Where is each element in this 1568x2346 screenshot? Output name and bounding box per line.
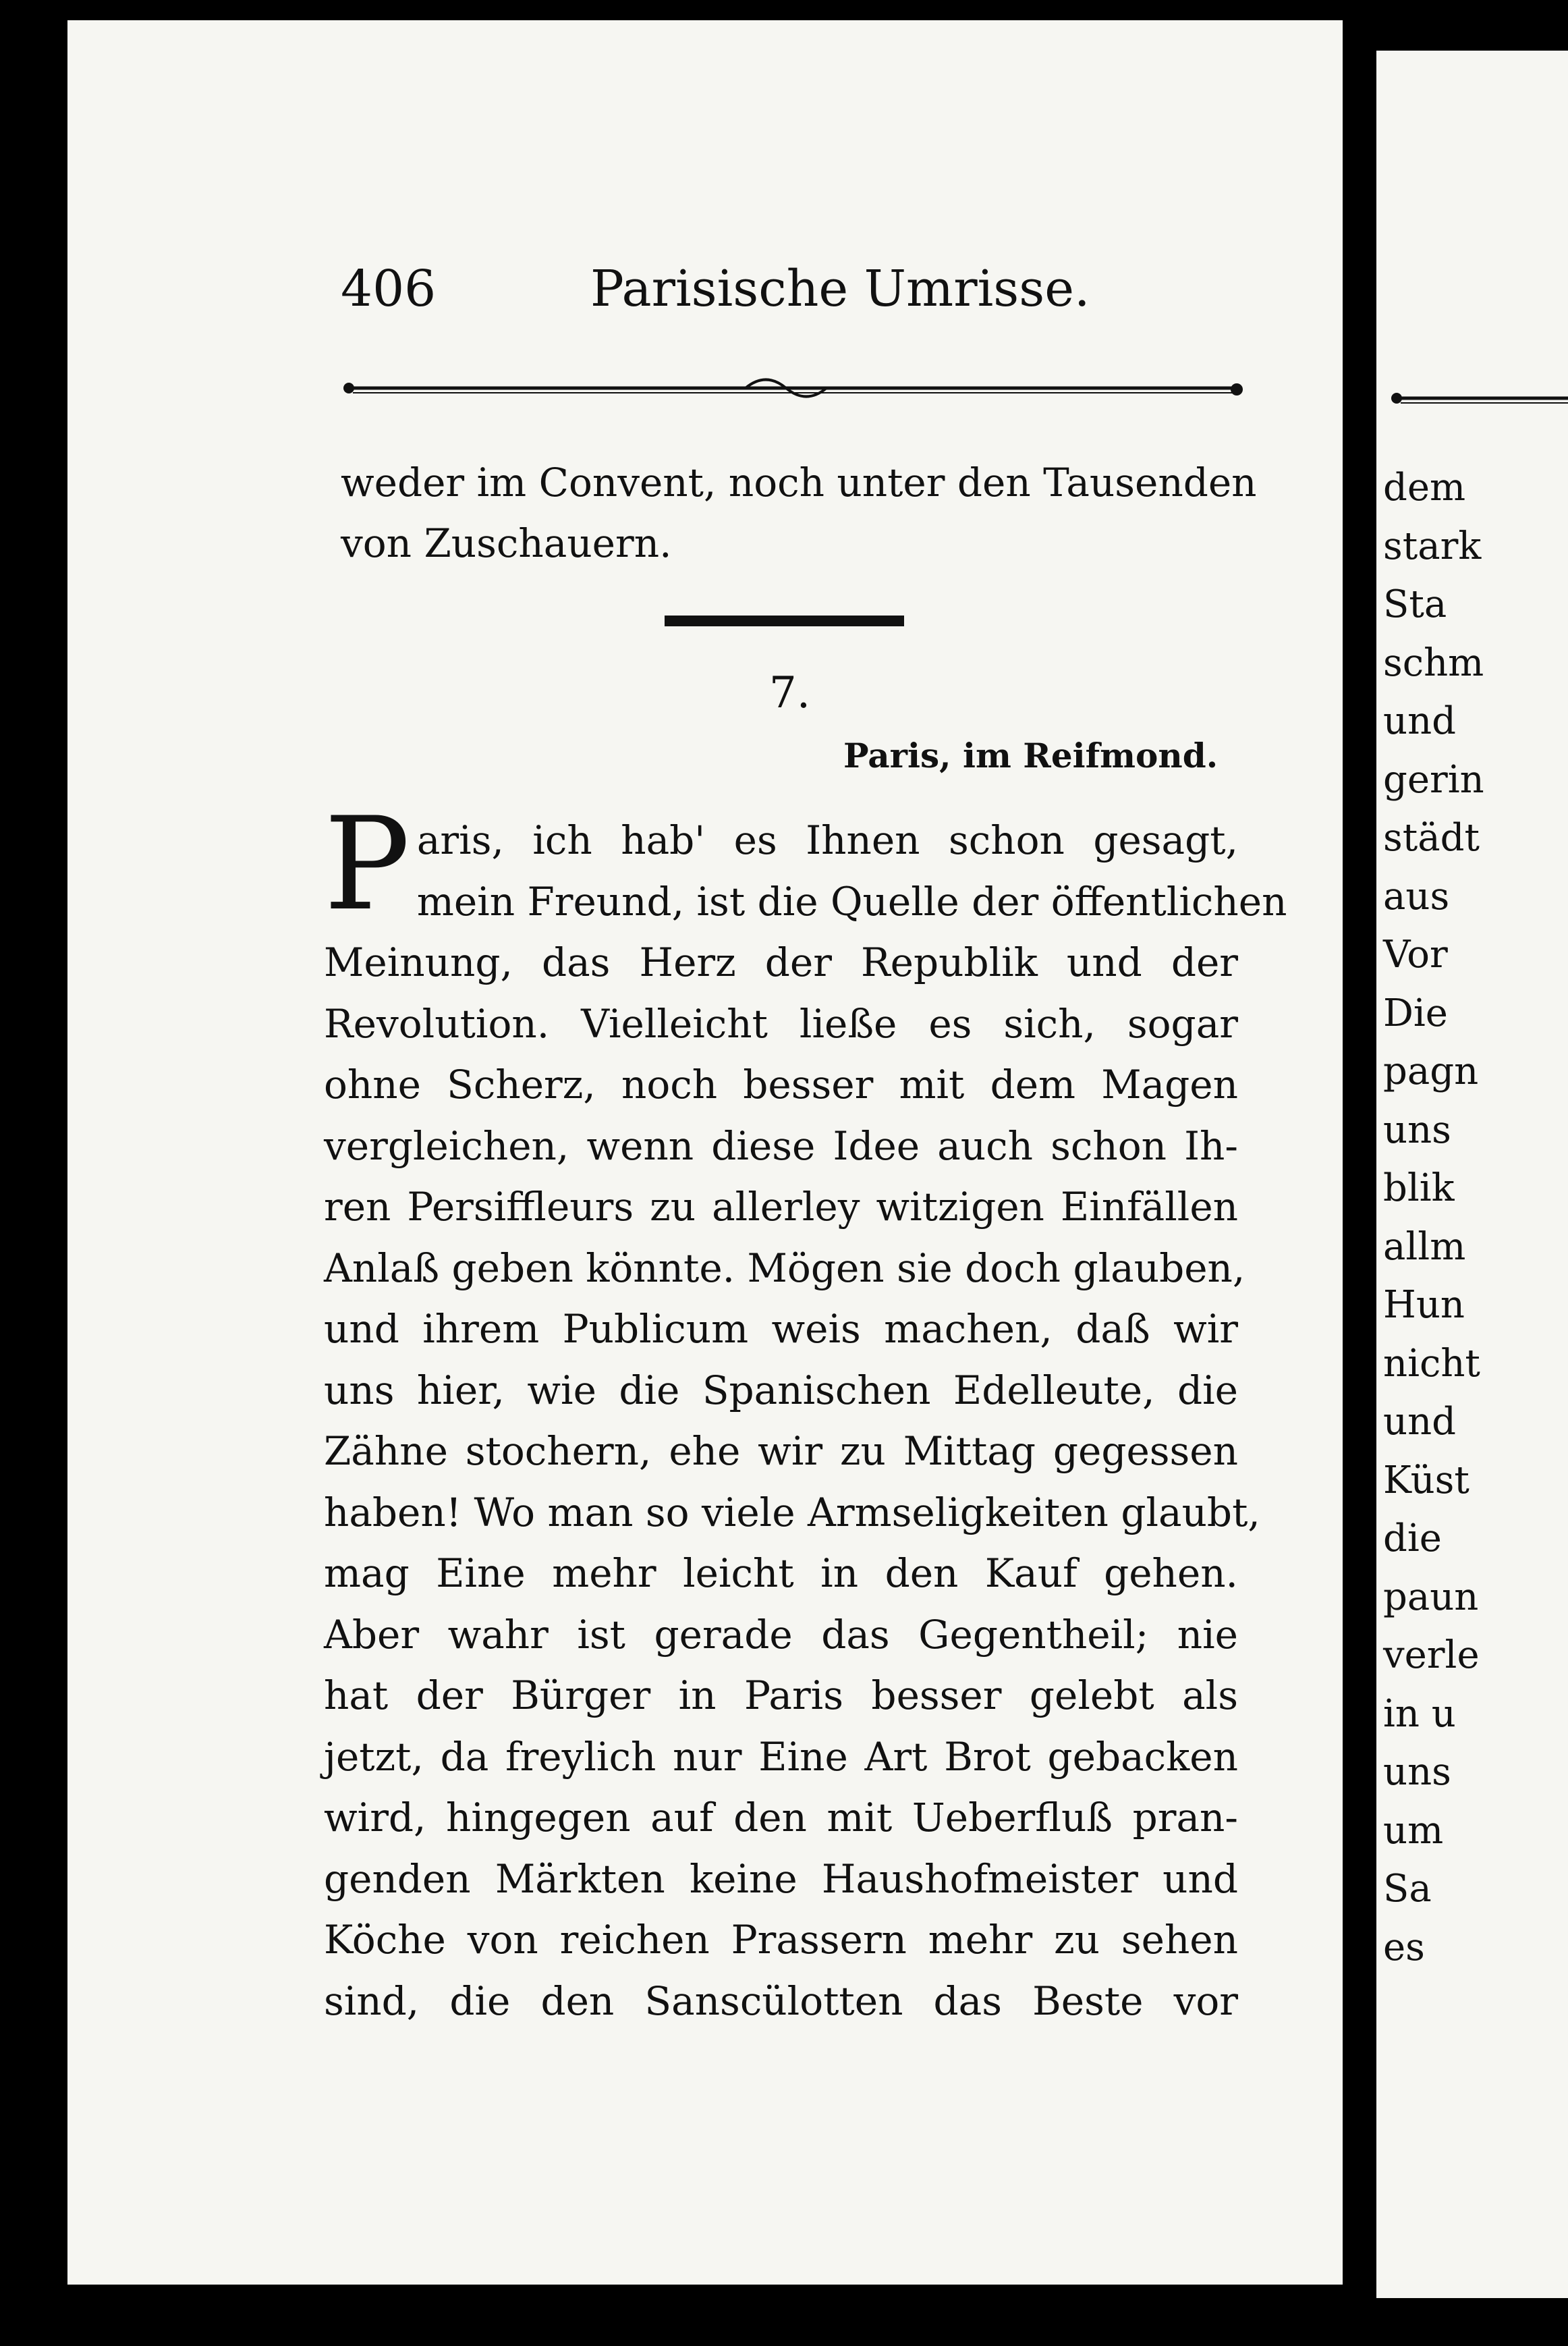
text-line: und ihrem Publicum weis machen, daß wir (324, 1306, 1238, 1352)
text-line: allm (1383, 1224, 1466, 1269)
text-line: ohne Scherz, noch besser mit dem Magen (324, 1062, 1238, 1108)
right-page-ornament-rule (1390, 388, 1568, 408)
text-line: von Zuschauern. (341, 520, 672, 566)
text-line: es (1383, 1925, 1425, 1969)
text-line: wird, hingegen auf den mit Ueberfluß pran- (324, 1795, 1238, 1840)
letter-dateline: Paris, im Reifmond. (843, 736, 1219, 775)
text-line: blik (1383, 1166, 1455, 1210)
text-line: die (1383, 1517, 1442, 1560)
text-line: ren Persiffleurs zu allerley witzigen Einfällen (324, 1184, 1238, 1230)
text-line: Sa (1383, 1867, 1432, 1911)
text-line: und (1383, 699, 1456, 743)
text-line: jetzt, da freylich nur Eine Art Brot gebacken (324, 1733, 1238, 1780)
text-line: paun (1383, 1575, 1479, 1619)
text-line: stark (1383, 524, 1482, 568)
text-line: Revolution. Vielleicht ließe es sich, sogar (324, 1000, 1238, 1047)
text-line: dem (1383, 466, 1466, 510)
header-ornament-rule (341, 375, 1245, 402)
text-line: Die (1383, 991, 1448, 1035)
text-line: mag Eine mehr leicht in den Kauf gehen. (324, 1550, 1238, 1596)
text-line: um (1383, 1808, 1444, 1853)
text-line: Anlaß geben könnte. Mögen sie doch glauben, (324, 1245, 1245, 1291)
text-line: gerin (1383, 757, 1484, 802)
text-line: Küst (1383, 1458, 1469, 1502)
text-line: Zähne stochern, ehe wir zu Mittag gegessen (324, 1428, 1238, 1474)
text-line: aus (1383, 874, 1450, 919)
drop-cap: P (324, 790, 410, 939)
section-number: 7. (769, 668, 811, 718)
page-number: 406 (341, 260, 437, 318)
text-line: vergleichen, wenn diese Idee auch schon Ih- (324, 1122, 1238, 1169)
text-line: uns hier, wie die Spanischen Edelleute, die (324, 1367, 1238, 1413)
book-gutter (1343, 0, 1376, 2346)
text-line: Meinung, das Herz der Republik und der (324, 939, 1238, 985)
text-line: Köche von reichen Prassern mehr zu sehen (324, 1917, 1238, 1963)
section-divider (665, 616, 904, 626)
text-line: weder im Convent, noch unter den Tausenden (341, 460, 1257, 506)
text-line: uns (1383, 1750, 1451, 1794)
text-line: haben! Wo man so viele Armseligkeiten glaubt, (324, 1489, 1260, 1535)
text-line: Aber wahr ist gerade das Gegentheil; nie (324, 1611, 1238, 1658)
right-page-text-fragment (1383, 459, 1484, 1977)
running-title: Parisische Umrisse. (590, 260, 1090, 318)
running-header (341, 260, 1285, 341)
carryover-text (341, 452, 1257, 574)
text-line: uns (1383, 1108, 1451, 1152)
text-line: städt (1383, 816, 1480, 860)
text-line: genden Märkten keine Haushofmeister und (324, 1855, 1238, 1902)
text-line: Sta (1383, 582, 1447, 626)
text-line: verle (1383, 1633, 1480, 1677)
text-line: und (1383, 1400, 1456, 1444)
letter-body (324, 790, 1287, 2031)
text-line: aris, ich hab' es Ihnen schon gesagt, (416, 817, 1238, 863)
text-line: mein Freund, ist die Quelle der öffentlichen (416, 878, 1287, 925)
text-line: Vor (1383, 933, 1448, 977)
text-line: sind, die den Sanscülotten das Beste vor (324, 1977, 1238, 2024)
text-line: pagn (1383, 1049, 1479, 1093)
text-line: nicht (1383, 1341, 1480, 1386)
text-line: schm (1383, 640, 1484, 685)
text-line: hat der Bürger in Paris besser gelebt als (324, 1672, 1238, 1718)
text-line: Hun (1383, 1283, 1465, 1327)
text-line: in u (1383, 1691, 1456, 1736)
